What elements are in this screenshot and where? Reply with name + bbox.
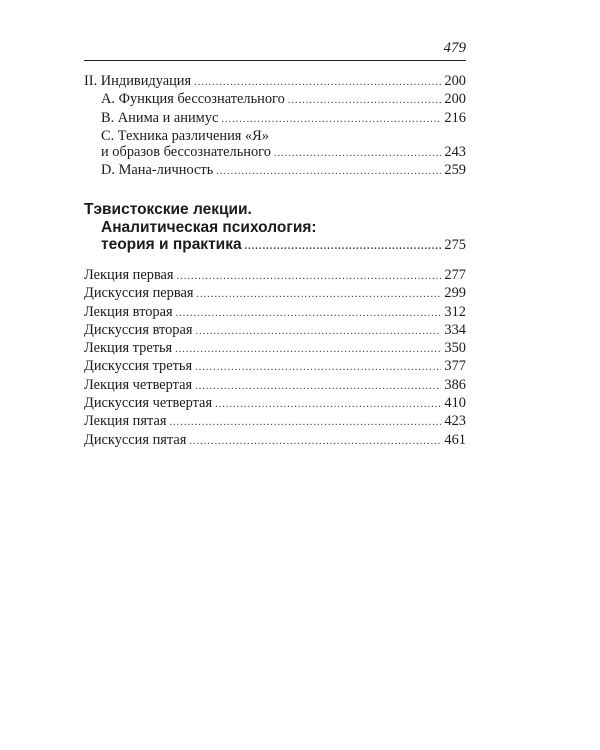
toc-entry-lecture[interactable]	[84, 413, 466, 431]
entry-title: Лекция четвертая	[84, 376, 193, 393]
dot-leader	[288, 93, 442, 109]
entry-title: II. Индивидуация	[84, 73, 192, 89]
entry-title: Лекция третья	[84, 340, 173, 357]
toc-entry-a[interactable]	[84, 91, 466, 109]
dot-leader	[215, 397, 441, 413]
toc-entry-lecture[interactable]	[84, 395, 466, 413]
toc-entry-lecture[interactable]	[84, 267, 466, 285]
toc-entry-individuation[interactable]	[84, 73, 466, 91]
entry-title: теория и практика	[101, 236, 242, 253]
entry-title: Лекция первая	[84, 267, 174, 283]
entry-title: B. Анима и анимус	[101, 109, 219, 126]
entry-title: A. Функция бессознательного	[101, 91, 285, 108]
entry-page: 461	[444, 431, 466, 448]
entry-title: D. Мана-личность	[101, 162, 214, 179]
section-heading-line1[interactable]: Тэвистокские лекции.	[84, 201, 252, 218]
entry-page: 334	[444, 321, 466, 338]
toc-entry-b[interactable]	[84, 110, 466, 128]
dot-leader	[196, 287, 441, 303]
dot-leader	[195, 379, 441, 395]
dot-leader	[194, 75, 441, 91]
entry-page: 410	[444, 395, 466, 412]
dot-leader	[176, 306, 442, 322]
toc-entry-lecture[interactable]	[84, 285, 466, 303]
entry-title: Дискуссия пятая	[84, 431, 187, 448]
entry-page: 386	[444, 376, 466, 393]
toc-entry-tavistock[interactable]	[84, 236, 466, 256]
entry-page: 275	[444, 237, 466, 253]
dot-leader	[169, 415, 441, 431]
toc-entry-lecture[interactable]	[84, 322, 466, 340]
toc-entry-d[interactable]	[84, 162, 466, 180]
dot-leader	[195, 360, 441, 376]
dot-leader	[216, 164, 441, 180]
toc-entry-lecture[interactable]	[84, 377, 466, 395]
dot-leader	[177, 269, 442, 285]
entry-page: 377	[444, 358, 466, 375]
entry-page: 259	[444, 162, 466, 179]
entry-title: Лекция пятая	[84, 413, 167, 430]
header-rule	[84, 60, 466, 61]
toc-entry-lecture[interactable]	[84, 358, 466, 376]
toc-entry-c-line1[interactable]: C. Техника различения «Я»	[101, 127, 269, 144]
entry-page: 350	[444, 340, 466, 357]
dot-leader	[274, 146, 442, 162]
entry-page: 216	[444, 109, 466, 126]
dot-leader	[245, 238, 442, 256]
entry-title: Дискуссия четвертая	[84, 395, 213, 412]
toc-part-ii	[84, 73, 466, 181]
entry-page: 423	[444, 413, 466, 430]
toc-entry-c[interactable]	[84, 144, 466, 162]
toc-lectures-list	[84, 267, 466, 450]
dot-leader	[189, 434, 441, 450]
entry-page: 277	[444, 267, 466, 283]
entry-page: 200	[444, 91, 466, 108]
toc-entry-lecture[interactable]	[84, 304, 466, 322]
entry-title: Дискуссия третья	[84, 358, 193, 375]
dot-leader	[196, 324, 442, 340]
dot-leader	[221, 112, 441, 128]
toc-entry-lecture[interactable]	[84, 340, 466, 358]
entry-title: Дискуссия первая	[84, 285, 194, 302]
entry-page: 299	[444, 285, 466, 302]
entry-title: и образов бессознательного	[101, 144, 271, 161]
entry-page: 243	[444, 144, 466, 161]
toc-entry-lecture[interactable]	[84, 432, 466, 450]
entry-title: Лекция вторая	[84, 303, 173, 320]
toc-tavistock	[84, 201, 466, 256]
page-number: 479	[443, 40, 466, 56]
dot-leader	[175, 342, 441, 358]
entry-title: Дискуссия вторая	[84, 321, 193, 338]
entry-page: 312	[444, 303, 466, 320]
section-heading-line2[interactable]: Аналитическая психология:	[101, 218, 317, 236]
entry-page: 200	[444, 73, 466, 89]
